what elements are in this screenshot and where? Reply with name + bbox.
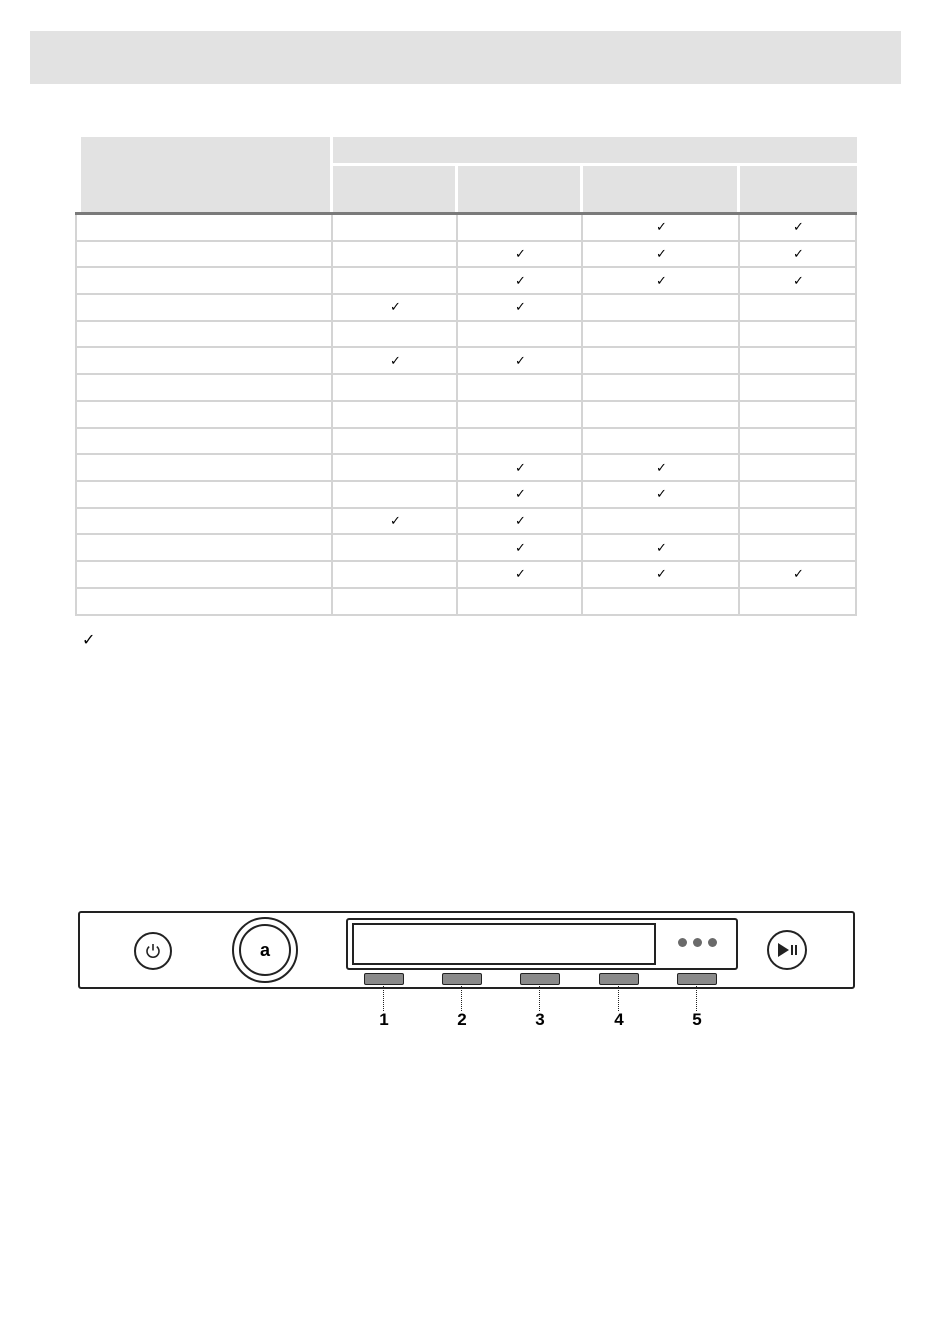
table-row	[75, 535, 857, 562]
column-divider	[738, 375, 740, 400]
column-divider	[456, 562, 458, 587]
row-label	[75, 348, 333, 373]
display-frame	[346, 918, 738, 970]
table-cell	[458, 429, 583, 454]
column-divider	[738, 348, 740, 373]
row-label	[75, 242, 333, 267]
check-mark-icon: ✓	[515, 512, 526, 528]
table-row	[75, 482, 857, 509]
table-cell	[333, 242, 458, 267]
column-divider	[581, 562, 583, 587]
row-label	[75, 268, 333, 293]
table-cell	[333, 482, 458, 507]
check-mark-icon: ✓	[515, 486, 526, 502]
column-divider	[581, 589, 583, 616]
callout-leader	[383, 986, 384, 1011]
table-row	[75, 348, 857, 375]
check-mark-icon: ✓	[656, 486, 667, 502]
status-dot	[678, 938, 687, 947]
check-mark-icon: ✓	[515, 246, 526, 262]
row-label	[75, 429, 333, 454]
callout-number: 2	[457, 1010, 467, 1029]
column-divider	[456, 215, 458, 240]
check-mark-icon: ✓	[515, 539, 526, 555]
callout-leader	[539, 986, 540, 1011]
table-cell	[458, 322, 583, 347]
callout-number: 4	[614, 1010, 624, 1029]
column-divider	[456, 535, 458, 560]
play-pause-icon	[775, 942, 799, 958]
column-divider	[331, 295, 333, 320]
power-icon	[144, 942, 162, 960]
table-cell	[458, 375, 583, 400]
table-cell	[740, 322, 857, 347]
table-cell	[740, 589, 857, 616]
table-cell	[333, 562, 458, 587]
table-header	[75, 137, 857, 215]
table-cell	[583, 322, 740, 347]
softkey-5[interactable]	[677, 973, 717, 985]
column-divider	[581, 295, 583, 320]
knob-glyph: a	[259, 939, 270, 960]
column-divider	[456, 375, 458, 400]
column-divider	[456, 322, 458, 347]
row-label	[75, 562, 333, 587]
callout-leader	[461, 986, 462, 1011]
callout-leader	[696, 986, 697, 1011]
callout-leader	[618, 986, 619, 1011]
table-row	[75, 402, 857, 429]
column-divider	[456, 429, 458, 454]
table-cell	[740, 535, 857, 560]
table-cell	[583, 429, 740, 454]
check-mark-icon: ✓	[793, 219, 804, 235]
table-cell	[333, 375, 458, 400]
column-divider	[581, 535, 583, 560]
column-divider	[738, 482, 740, 507]
table-cell	[740, 482, 857, 507]
column-divider	[331, 509, 333, 534]
column-divider	[738, 242, 740, 267]
check-mark-icon: ✓	[515, 352, 526, 368]
check-mark-icon: ✓	[793, 272, 804, 288]
check-mark-icon: ✓	[515, 299, 526, 315]
column-divider	[581, 242, 583, 267]
status-dots	[678, 938, 717, 947]
check-mark-icon: ✓	[515, 272, 526, 288]
table-row	[75, 322, 857, 349]
display-screen	[352, 923, 656, 965]
column-divider	[738, 295, 740, 320]
table-cell	[458, 215, 583, 240]
table-cell	[458, 402, 583, 427]
check-mark-icon: ✓	[656, 459, 667, 475]
header-group-divider	[333, 163, 857, 166]
column-divider	[456, 242, 458, 267]
check-mark-icon: ✓	[656, 272, 667, 288]
column-divider	[738, 215, 740, 240]
rotary-knob[interactable]	[232, 917, 298, 983]
table-row	[75, 375, 857, 402]
column-divider	[581, 429, 583, 454]
column-divider	[581, 482, 583, 507]
power-button[interactable]	[134, 932, 172, 970]
row-label	[75, 455, 333, 480]
column-divider	[456, 295, 458, 320]
page-header-bar	[30, 31, 901, 84]
check-mark-icon: ✓	[793, 246, 804, 262]
callout-number: 5	[692, 1010, 702, 1029]
column-divider	[331, 535, 333, 560]
column-divider	[581, 509, 583, 534]
column-divider	[738, 402, 740, 427]
softkey-1[interactable]	[364, 973, 404, 985]
column-divider	[581, 268, 583, 293]
softkey-4[interactable]	[599, 973, 639, 985]
header-subdivider	[580, 166, 583, 215]
column-divider	[581, 348, 583, 373]
table-cell	[333, 322, 458, 347]
table-row	[75, 509, 857, 536]
table-cell	[583, 402, 740, 427]
column-divider	[456, 509, 458, 534]
row-label	[75, 322, 333, 347]
status-dot	[693, 938, 702, 947]
header-subdivider	[455, 166, 458, 215]
callout-number: 1	[379, 1010, 389, 1029]
check-mark-icon: ✓	[515, 566, 526, 582]
table-cell	[740, 402, 857, 427]
check-mark-icon: ✓	[390, 512, 401, 528]
column-divider	[331, 429, 333, 454]
column-divider	[331, 348, 333, 373]
table-cell	[333, 455, 458, 480]
table-cell	[583, 509, 740, 534]
check-mark-icon: ✓	[656, 566, 667, 582]
table-row	[75, 429, 857, 456]
column-divider	[738, 455, 740, 480]
column-divider	[331, 455, 333, 480]
row-label	[75, 295, 333, 320]
table-cell	[333, 429, 458, 454]
column-divider	[331, 402, 333, 427]
column-divider	[738, 589, 740, 616]
table-cell	[740, 375, 857, 400]
column-divider	[331, 482, 333, 507]
table-cell	[458, 589, 583, 616]
table-cell	[740, 509, 857, 534]
table-cell	[333, 402, 458, 427]
header-stripe	[75, 137, 81, 215]
row-label	[75, 215, 333, 240]
column-divider	[581, 455, 583, 480]
table-cell	[740, 295, 857, 320]
column-divider	[738, 509, 740, 534]
check-mark-icon: ✓	[82, 632, 96, 649]
table-cell	[740, 429, 857, 454]
column-divider	[331, 322, 333, 347]
row-label	[75, 535, 333, 560]
column-divider	[738, 268, 740, 293]
column-divider	[456, 589, 458, 616]
row-label	[75, 402, 333, 427]
table-cell	[583, 348, 740, 373]
table-cell	[333, 215, 458, 240]
table-row	[75, 268, 857, 295]
column-divider	[456, 268, 458, 293]
column-divider	[331, 562, 333, 587]
column-divider	[738, 322, 740, 347]
table-row	[75, 589, 857, 616]
check-mark-icon: ✓	[656, 246, 667, 262]
play-pause-button[interactable]	[767, 930, 807, 970]
column-divider	[456, 402, 458, 427]
table-cell	[583, 589, 740, 616]
column-divider	[738, 429, 740, 454]
row-label	[75, 509, 333, 534]
column-divider	[581, 215, 583, 240]
row-label	[75, 482, 333, 507]
column-divider	[738, 562, 740, 587]
table-cell	[740, 348, 857, 373]
check-mark-icon: ✓	[390, 352, 401, 368]
check-mark-icon: ✓	[390, 299, 401, 315]
table-cell	[333, 535, 458, 560]
rotary-knob-icon	[239, 924, 291, 976]
table-cell	[333, 589, 458, 616]
check-mark-icon: ✓	[656, 539, 667, 555]
column-divider	[331, 268, 333, 293]
check-mark-icon: ✓	[515, 459, 526, 475]
header-subdivider	[737, 166, 740, 215]
column-divider	[331, 589, 333, 616]
table-row	[75, 215, 857, 242]
table-cell	[583, 295, 740, 320]
status-dot	[708, 938, 717, 947]
column-divider	[456, 482, 458, 507]
table-cell	[583, 375, 740, 400]
table-cell	[740, 455, 857, 480]
column-divider	[581, 322, 583, 347]
column-divider	[581, 402, 583, 427]
column-divider	[331, 242, 333, 267]
softkey-2[interactable]	[442, 973, 482, 985]
column-divider	[738, 535, 740, 560]
softkey-3[interactable]	[520, 973, 560, 985]
callout-number: 3	[535, 1010, 545, 1029]
table-body	[75, 215, 857, 615]
row-label	[75, 375, 333, 400]
table-cell	[333, 268, 458, 293]
column-divider	[581, 375, 583, 400]
table-row	[75, 242, 857, 269]
table-row	[75, 295, 857, 322]
column-divider	[456, 348, 458, 373]
row-label	[75, 589, 333, 616]
header-divider	[330, 137, 333, 215]
table-legend	[82, 630, 103, 650]
table-row	[75, 455, 857, 482]
column-divider	[331, 375, 333, 400]
column-divider	[456, 455, 458, 480]
check-mark-icon: ✓	[656, 219, 667, 235]
column-divider	[331, 215, 333, 240]
table-row	[75, 562, 857, 589]
check-mark-icon: ✓	[793, 566, 804, 582]
